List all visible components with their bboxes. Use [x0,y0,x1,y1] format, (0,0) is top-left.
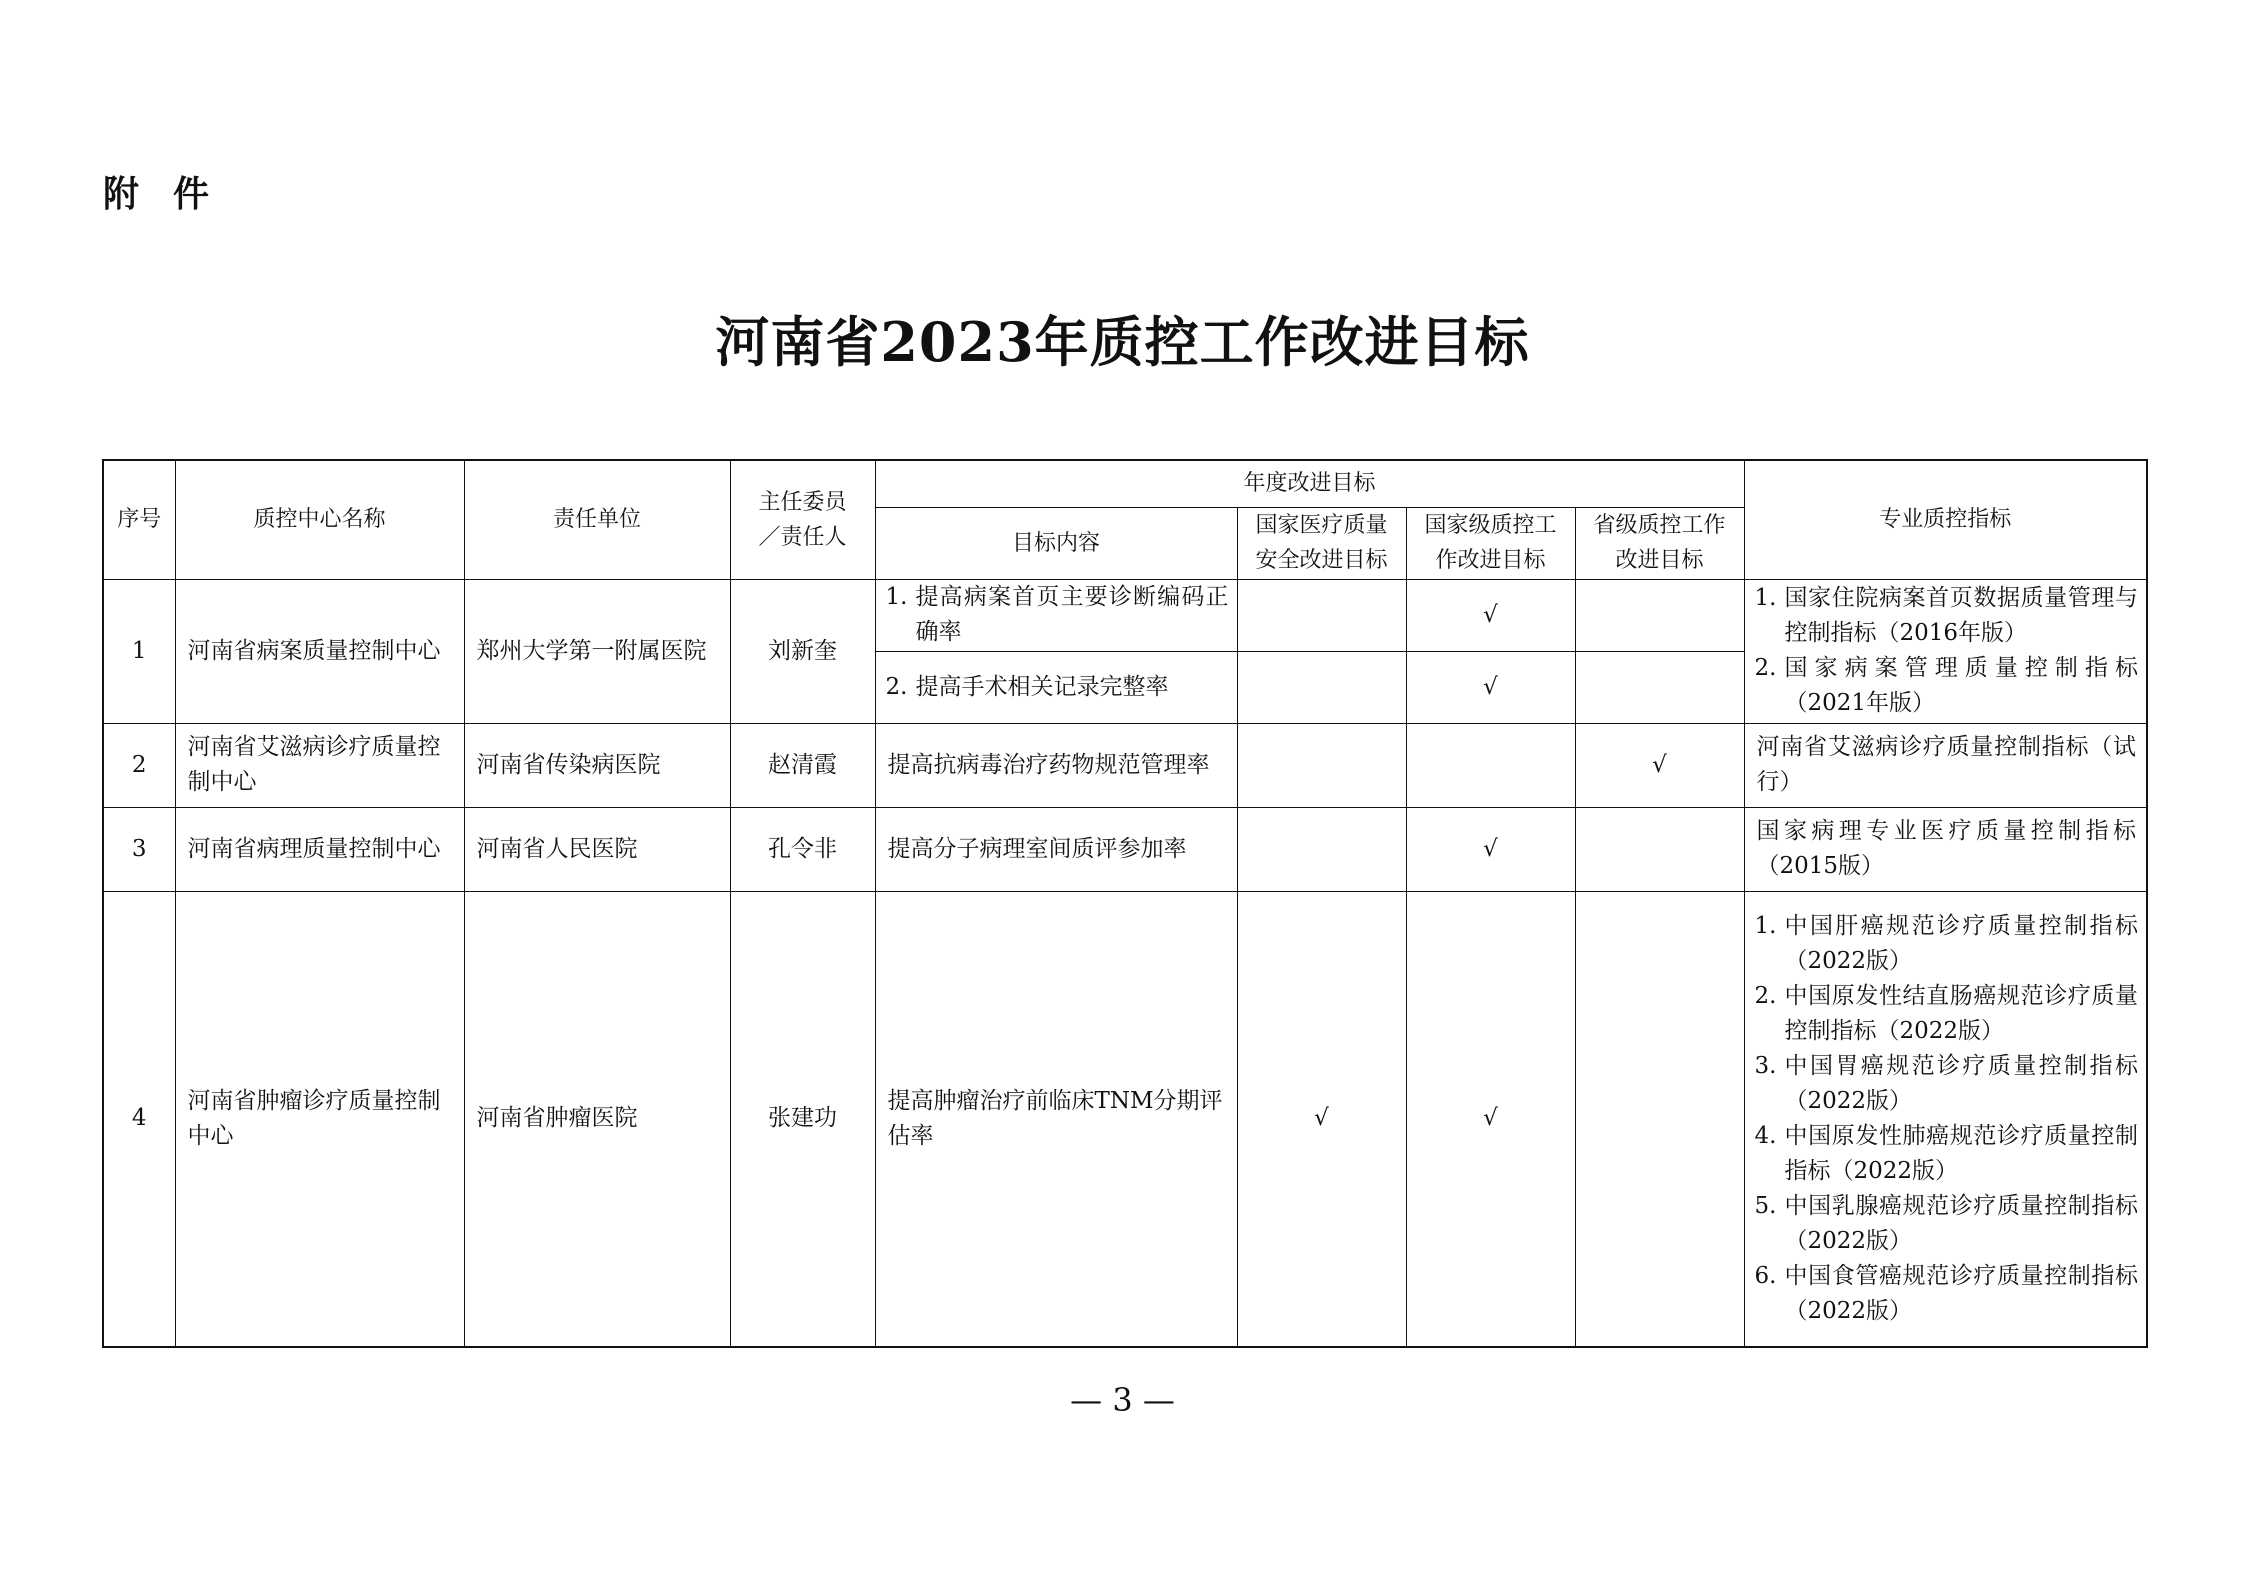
indicator-number: 1. [1754,912,1777,939]
table-row [103,579,2147,651]
national-qc-check: √ [1406,891,1575,1347]
national-safety-cell [1237,723,1406,807]
row-goal [875,579,1237,651]
row-director: 张建功 [730,891,875,1347]
row-director: 赵清霞 [730,723,875,807]
row-seq: 2 [103,723,175,807]
indicator-text: 国家病案管理质量控制指标（2021年版） [1784,655,2139,716]
header-national-safety: 国家医疗质量安全改进目标 [1237,507,1406,579]
goal-text: 提高手术相关记录完整率 [915,673,1169,700]
header-unit: 责任单位 [464,460,730,579]
indicator-number: 4. [1754,1122,1777,1149]
provincial-qc-cell [1575,891,1744,1347]
provincial-qc-cell [1575,651,1744,723]
row-center-name: 河南省病理质量控制中心 [175,807,464,891]
row-center-name: 河南省病案质量控制中心 [175,579,464,723]
national-qc-check: √ [1406,651,1575,723]
indicator-number: 2. [1754,982,1777,1009]
attachment-label: 附件 [103,174,244,215]
goal-number: 2. [885,673,908,700]
row-seq: 3 [103,807,175,891]
header-seq: 序号 [103,460,175,579]
header-center-name: 质控中心名称 [175,460,464,579]
national-safety-cell [1237,807,1406,891]
row-unit: 河南省肿瘤医院 [464,891,730,1347]
row-center-name: 河南省肿瘤诊疗质量控制中心 [175,891,464,1347]
table-row [103,807,2147,891]
header-annual-goals: 年度改进目标 [875,460,1744,507]
indicator-number: 5. [1754,1192,1777,1219]
quality-control-goals-table [102,459,2148,1348]
national-qc-check: √ [1406,579,1575,651]
row-indicators [1744,891,2147,1347]
row-goal: 提高肿瘤治疗前临床TNM分期评估率 [875,891,1237,1347]
national-safety-check: √ [1237,891,1406,1347]
provincial-qc-cell [1575,579,1744,651]
national-qc-cell [1406,723,1575,807]
goal-text: 提高病案首页主要诊断编码正确率 [915,584,1229,645]
row-goal [875,651,1237,723]
row-unit: 河南省人民医院 [464,807,730,891]
indicator-number: 3. [1754,1052,1777,1079]
row-indicator: 国家病理专业医疗质量控制指标（2015版） [1744,807,2147,891]
indicator-text: 中国原发性结直肠癌规范诊疗质量控制指标（2022版） [1784,982,2139,1044]
goal-number: 1. [885,584,908,610]
row-goal: 提高分子病理室间质评参加率 [875,807,1237,891]
national-safety-cell [1237,651,1406,723]
row-seq: 1 [103,579,175,723]
row-director: 孔令非 [730,807,875,891]
provincial-qc-cell [1575,807,1744,891]
table-row [103,891,2147,1347]
indicator-text: 中国胃癌规范诊疗质量控制指标（2022版） [1784,1052,2139,1114]
row-director: 刘新奎 [730,579,875,723]
row-unit: 河南省传染病医院 [464,723,730,807]
header-director: 主任委员／责任人 [730,460,875,579]
national-safety-cell [1237,579,1406,651]
document-title: 河南省2023年质控工作改进目标 [715,310,1530,374]
row-unit: 郑州大学第一附属医院 [464,579,730,723]
indicator-text: 中国肝癌规范诊疗质量控制指标（2022版） [1784,912,2139,974]
national-qc-check: √ [1406,807,1575,891]
header-provincial-qc: 省级质控工作改进目标 [1575,507,1744,579]
indicator-number: 6. [1754,1262,1777,1289]
row-indicators [1744,579,2147,723]
table-row [103,723,2147,807]
header-goal-content: 目标内容 [875,507,1237,579]
page-number: — 3 — [1070,1381,1175,1419]
header-indicators: 专业质控指标 [1744,460,2147,579]
indicator-text: 中国乳腺癌规范诊疗质量控制指标（2022版） [1784,1192,2139,1254]
row-goal: 提高抗病毒治疗药物规范管理率 [875,723,1237,807]
provincial-qc-check: √ [1575,723,1744,807]
indicator-text: 中国食管癌规范诊疗质量控制指标（2022版） [1784,1262,2139,1324]
header-national-qc: 国家级质控工作改进目标 [1406,507,1575,579]
row-seq: 4 [103,891,175,1347]
row-indicator: 河南省艾滋病诊疗质量控制指标（试行） [1744,723,2147,807]
row-center-name: 河南省艾滋病诊疗质量控制中心 [175,723,464,807]
indicator-text: 国家住院病案首页数据质量管理与控制指标（2016年版） [1784,585,2139,646]
indicator-text: 中国原发性肺癌规范诊疗质量控制指标（2022版） [1784,1122,2139,1184]
indicator-number: 2. [1754,655,1777,681]
indicator-number: 1. [1754,585,1777,611]
